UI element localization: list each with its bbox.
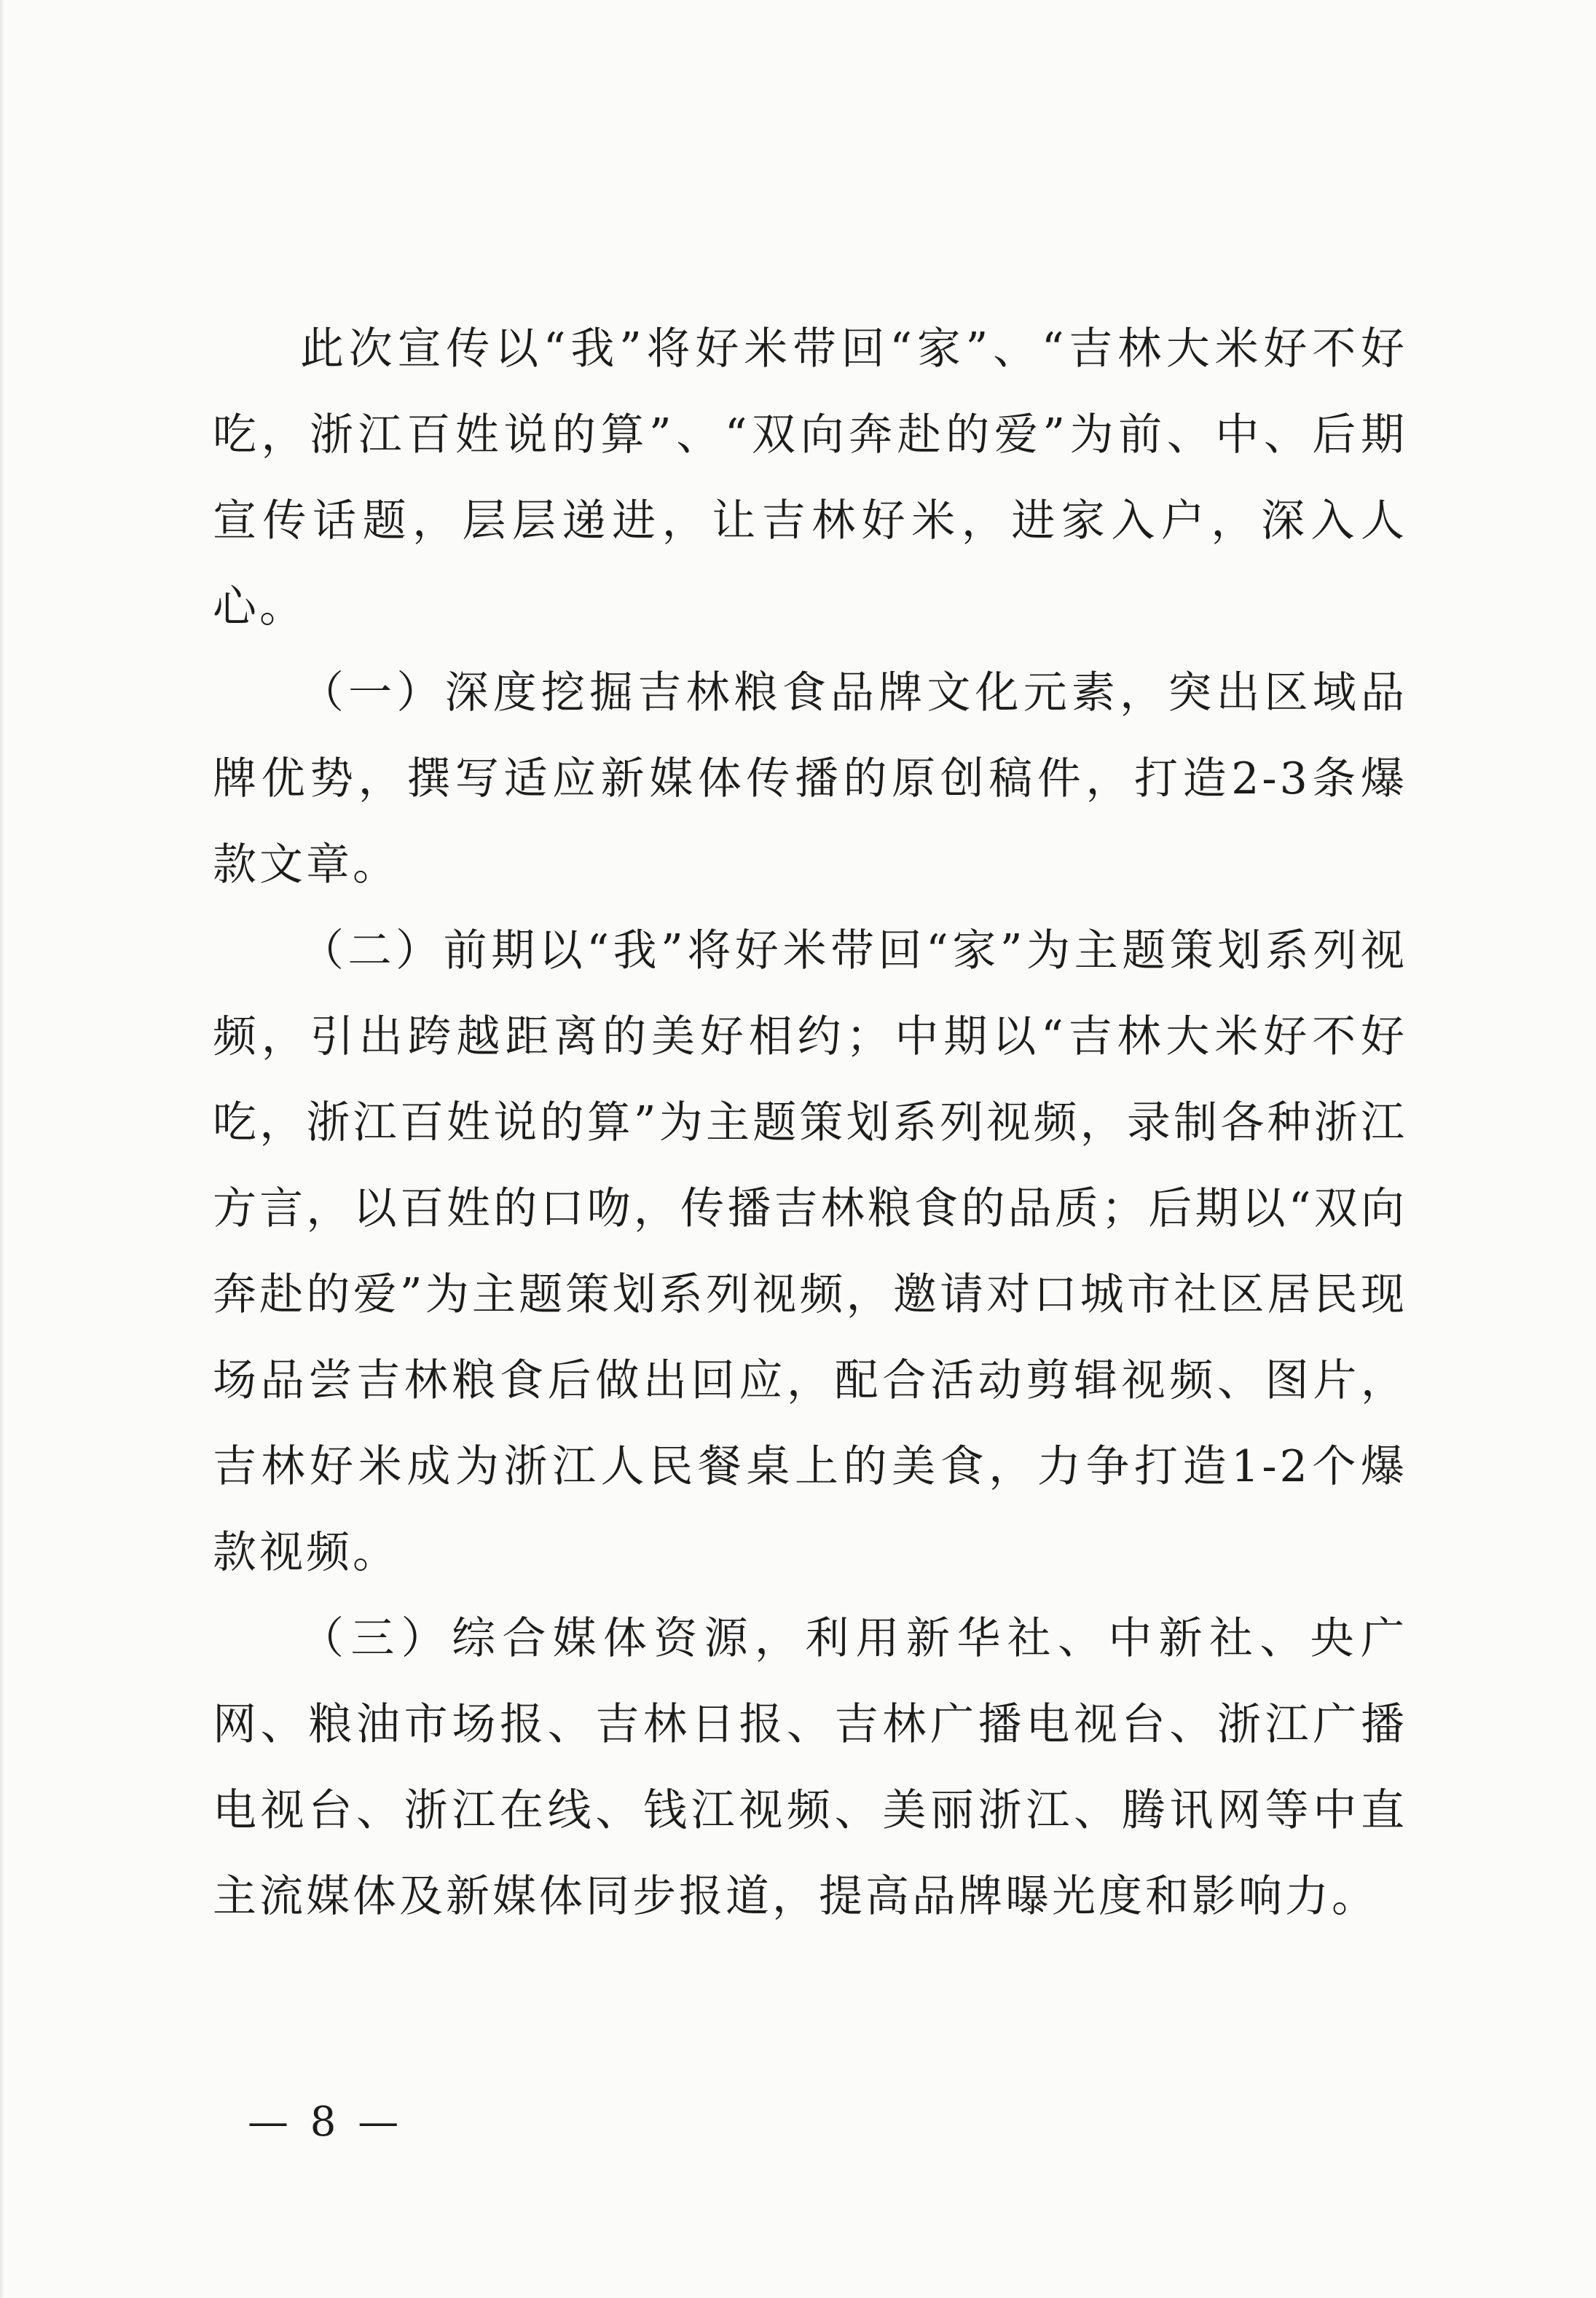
paragraph-item-1: （一）深度挖掘吉林粮食品牌文化元素，突出区域品牌优势，撰写适应新媒体传播的原创稿件，打造2-3条爆款文章。 [213, 667, 1407, 890]
paragraph-item-2: （二）前期以“我”将好米带回“家”为主题策划系列视频，引出跨越距离的美好相约；中期以“吉林大米好不好吃，浙江百姓说的算”为主题策划系列视频，录制各种浙江方言，以百姓的口吻，传播吉林粮食的品质；后期以“双向奔赴的爱”为主题策划系列视频，邀请对口城市社区居民现场品尝吉林粮食后做出回应，配合活动剪辑视频、图片，吉林好米成为浙江人民餐桌上的美食，力争打造1-2个爆款视频。 [213, 925, 1407, 1578]
paragraph-intro: 此次宣传以“我”将好米带回“家”、“吉林大米好不好吃，浙江百姓说的算”、“双向奔赴的爱”为前、中、后期宣传话题，层层递进，让吉林好米，进家入户，深入人心。 [213, 323, 1407, 632]
paragraph-item-3: （三）综合媒体资源，利用新华社、中新社、央广网、粮油市场报、吉林日报、吉林广播电视台、浙江广播电视台、浙江在线、钱江视频、美丽浙江、腾讯网等中直主流媒体及新媒体同步报道，提高品牌曝光度和影响力。 [213, 1613, 1407, 1922]
scan-edge-shadow [0, 0, 4, 2298]
document-body [213, 306, 1407, 1940]
page-number: — 8 — [248, 2098, 404, 2146]
